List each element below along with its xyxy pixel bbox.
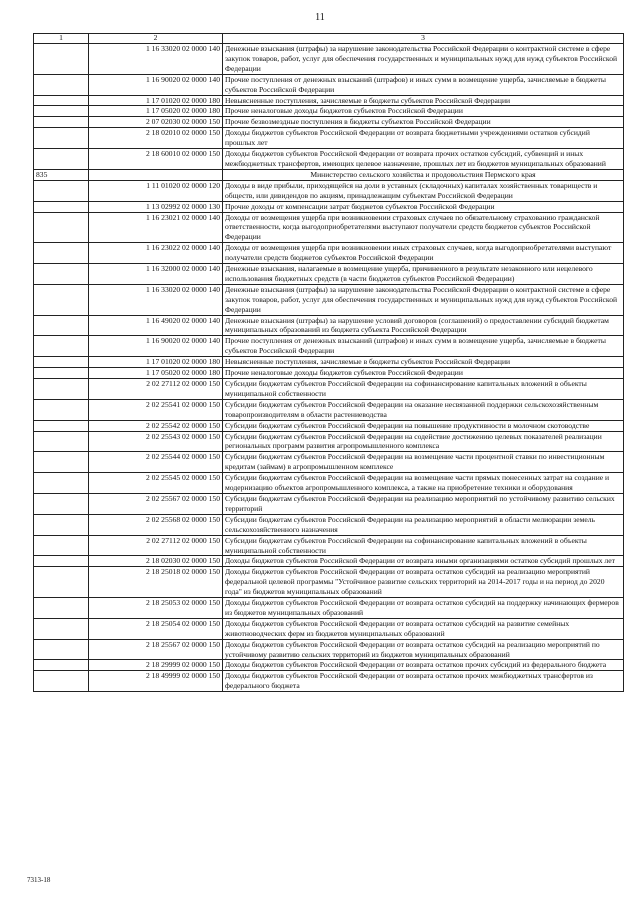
admin-code-cell: [34, 567, 89, 598]
revenue-code: 2 02 27112 02 0000 150: [89, 535, 223, 556]
revenue-name: Доходы бюджетов субъектов Российской Федерации от возврата бюджетными учреждениями остатков субсидий прошлых лет: [223, 128, 624, 149]
admin-code-cell: [34, 149, 89, 170]
revenue-code: 1 17 01020 02 0000 180: [89, 357, 223, 368]
revenue-code: 1 16 90020 02 0000 140: [89, 336, 223, 357]
table-row: [34, 315, 624, 336]
revenue-name: Денежные взыскания (штрафы) за нарушение законодательства Российской Федерации о контрактной системе в сфере закупок товаров, работ, услуг для обеспечения государственных и муниципальных нужд для нужд субъектов Российской Федерации: [223, 44, 624, 75]
admin-code-cell: [34, 671, 89, 692]
admin-code-cell: [34, 493, 89, 514]
revenue-code: 1 17 01020 02 0000 180: [89, 95, 223, 106]
revenue-name: Прочие поступления от денежных взысканий (штрафов) и иных сумм в возмещение ущерба, зачисляемые в бюджеты субъектов Российской Федерации: [223, 74, 624, 95]
admin-code-cell: [34, 431, 89, 452]
admin-code-cell: [34, 473, 89, 494]
table-row: [34, 212, 624, 243]
revenue-code: 2 18 25054 02 0000 150: [89, 618, 223, 639]
table-row: [34, 44, 624, 75]
revenue-name: Субсидии бюджетам субъектов Российской Федерации на реализацию мероприятий в области мелиорации земель сельскохозяйственного назначения: [223, 514, 624, 535]
table-row: [34, 535, 624, 556]
revenue-code: 1 16 23021 02 0000 140: [89, 212, 223, 243]
table-row: [34, 556, 624, 567]
table-body: [34, 44, 624, 692]
revenue-name: Прочие безвозмездные поступления в бюджеты субъектов Российской Федерации: [223, 117, 624, 128]
revenue-code: 2 02 25568 02 0000 150: [89, 514, 223, 535]
admin-code-cell: [34, 117, 89, 128]
revenue-code: 1 16 23022 02 0000 140: [89, 243, 223, 264]
revenue-code: 1 13 02992 02 0000 130: [89, 201, 223, 212]
revenue-name: Денежные взыскания, налагаемые в возмещение ущерба, причиненного в результате незаконного или нецелевого использования бюджетных средств (в части бюджетов субъектов Российской Федерации): [223, 264, 624, 285]
admin-code-cell: [34, 379, 89, 400]
table-row: [34, 149, 624, 170]
revenue-name: Доходы бюджетов субъектов Российской Федерации от возврата остатков прочих межбюджетных трансфертов из федерального бюджета: [223, 671, 624, 692]
admin-code-cell: [34, 639, 89, 660]
column-header-1: 1: [34, 34, 89, 44]
revenue-name: Субсидии бюджетам субъектов Российской Федерации на софинансирование капитальных вложений в объекты муниципальной собственности: [223, 535, 624, 556]
admin-code-cell: [34, 514, 89, 535]
admin-code-cell: [34, 336, 89, 357]
revenue-name: Прочие поступления от денежных взысканий (штрафов) и иных сумм в возмещение ущерба, зачисляемые в бюджеты субъектов Российской Федерации: [223, 336, 624, 357]
table-row: [34, 514, 624, 535]
administrator-code: 835: [34, 169, 89, 180]
revenue-code: 2 02 25567 02 0000 150: [89, 493, 223, 514]
revenue-code: 1 16 33020 02 0000 140: [89, 284, 223, 315]
admin-code-cell: [34, 598, 89, 619]
admin-code-cell: [34, 618, 89, 639]
revenue-classification-table: [33, 33, 624, 692]
admin-code-cell: [34, 106, 89, 117]
table-row: [34, 671, 624, 692]
admin-code-cell: [34, 243, 89, 264]
admin-code-cell: [34, 74, 89, 95]
table-row: [34, 128, 624, 149]
revenue-code: 1 17 05020 02 0000 180: [89, 368, 223, 379]
admin-code-cell: [34, 212, 89, 243]
table-row: [34, 431, 624, 452]
table-row: [34, 639, 624, 660]
table-row: [34, 95, 624, 106]
table-row: [34, 567, 624, 598]
page-number: 11: [315, 12, 325, 23]
revenue-name: Невыясненные поступления, зачисляемые в бюджеты субъектов Российской Федерации: [223, 95, 624, 106]
revenue-name: Субсидии бюджетам субъектов Российской Федерации на софинансирование капитальных вложений в объекты муниципальной собственности: [223, 379, 624, 400]
table-row: [34, 420, 624, 431]
revenue-name: Доходы от возмещения ущерба при возникновении иных страховых случаев, когда выгодоприобретателями выступают получатели средств бюджетов субъектов Российской Федерации: [223, 243, 624, 264]
table-row: [34, 106, 624, 117]
revenue-code: 1 16 33020 02 0000 140: [89, 44, 223, 75]
revenue-name: Денежные взыскания (штрафы) за нарушение условий договоров (соглашений) о предоставлении субсидий бюджетам муниципальных образований из бюджета субъекта Российской Федерации: [223, 315, 624, 336]
admin-code-cell: [34, 264, 89, 285]
admin-code-cell: [34, 44, 89, 75]
admin-code-cell: [34, 535, 89, 556]
revenue-code: 2 18 02010 02 0000 150: [89, 128, 223, 149]
revenue-code: 2 02 25542 02 0000 150: [89, 420, 223, 431]
revenue-name: Доходы в виде прибыли, приходящейся на доли в уставных (складочных) капиталах хозяйственных товариществ и обществ, или дивидендов по акциям, принадлежащим субъектам Российской Федерации: [223, 180, 624, 201]
revenue-code: 2 02 27112 02 0000 150: [89, 379, 223, 400]
revenue-code: 1 16 49020 02 0000 140: [89, 315, 223, 336]
revenue-name: Субсидии бюджетам субъектов Российской Федерации на возмещение части процентной ставки по инвестиционным кредитам (займам) в агропромышленном комплексе: [223, 452, 624, 473]
revenue-code: 2 02 25543 02 0000 150: [89, 431, 223, 452]
admin-code-cell: [34, 399, 89, 420]
table-row: [34, 493, 624, 514]
table-row: [34, 243, 624, 264]
admin-code-cell: [34, 556, 89, 567]
admin-code-cell: [34, 315, 89, 336]
admin-code-cell: [34, 180, 89, 201]
revenue-name: Доходы бюджетов субъектов Российской Федерации от возврата остатков субсидий на реализацию мероприятий федеральной целевой программы "Устойчивое развитие сельских территорий на 2014-2017 годы и на период до 2020 года" из бюджетов муниципальных образований: [223, 567, 624, 598]
revenue-name: Субсидии бюджетам субъектов Российской Федерации на оказание несвязанной поддержки сельскохозяйственным товаропроизводителям в области растениеводства: [223, 399, 624, 420]
table-row: [34, 180, 624, 201]
revenue-code: 1 16 90020 02 0000 140: [89, 74, 223, 95]
revenue-name: Доходы бюджетов субъектов Российской Федерации от возврата остатков прочих субсидий из федерального бюджета: [223, 660, 624, 671]
table-row: [34, 264, 624, 285]
revenue-code: 2 18 02030 02 0000 150: [89, 556, 223, 567]
table-row: [34, 201, 624, 212]
table-row: [34, 336, 624, 357]
revenue-name: Денежные взыскания (штрафы) за нарушение законодательства Российской Федерации о контрактной системе в сфере закупок товаров, работ, услуг для обеспечения государственных и муниципальных нужд для нужд субъектов Российской Федерации: [223, 284, 624, 315]
table-row: [34, 399, 624, 420]
admin-code-cell: [34, 284, 89, 315]
revenue-name: Доходы бюджетов субъектов Российской Федерации от возврата остатков субсидий на развитие семейных животноводческих ферм из бюджетов муниципальных образований: [223, 618, 624, 639]
revenue-code: 1 16 32000 02 0000 140: [89, 264, 223, 285]
table-row: [34, 74, 624, 95]
table-row: [34, 357, 624, 368]
revenue-name: Доходы бюджетов субъектов Российской Федерации от возврата иными организациями остатков субсидий прошлых лет: [223, 556, 624, 567]
table-row: [34, 368, 624, 379]
table-header-row: [34, 34, 624, 44]
revenue-code: 2 18 25053 02 0000 150: [89, 598, 223, 619]
table-row: [34, 618, 624, 639]
column-header-2: 2: [89, 34, 223, 44]
revenue-code: [89, 169, 223, 180]
table-row: [34, 284, 624, 315]
admin-code-cell: [34, 368, 89, 379]
revenue-name: Доходы бюджетов субъектов Российской Федерации от возврата остатков субсидий на поддержку начинающих фермеров из бюджетов муниципальных образований: [223, 598, 624, 619]
table-row: [34, 473, 624, 494]
admin-code-cell: [34, 357, 89, 368]
revenue-code: 1 17 05020 02 0000 180: [89, 106, 223, 117]
revenue-name: Доходы от возмещения ущерба при возникновении страховых случаев по обязательному страхованию гражданской ответственности, когда выгодоприобретателями выступают получатели средств бюджетов субъектов Российской Федерации: [223, 212, 624, 243]
revenue-name: Субсидии бюджетам субъектов Российской Федерации на возмещение части прямых понесенных затрат на создание и модернизацию объектов агропромышленного комплекса, а также на приобретение техники и оборудования: [223, 473, 624, 494]
column-header-3: 3: [223, 34, 624, 44]
table-row: [34, 452, 624, 473]
admin-code-cell: [34, 452, 89, 473]
revenue-name: Прочие неналоговые доходы бюджетов субъектов Российской Федерации: [223, 368, 624, 379]
table-row: [34, 117, 624, 128]
table-row: [34, 598, 624, 619]
admin-code-cell: [34, 201, 89, 212]
admin-code-cell: [34, 95, 89, 106]
revenue-name: Субсидии бюджетам субъектов Российской Федерации на реализацию мероприятий по устойчивому развитию сельских территорий: [223, 493, 624, 514]
revenue-code: 2 18 29999 02 0000 150: [89, 660, 223, 671]
revenue-name: Доходы бюджетов субъектов Российской Федерации от возврата остатков субсидий на реализацию мероприятий по устойчивому развитию сельских территорий из бюджетов муниципальных образований: [223, 639, 624, 660]
revenue-name: Невыясненные поступления, зачисляемые в бюджеты субъектов Российской Федерации: [223, 357, 624, 368]
administrator-name: Министерство сельского хозяйства и продовольствия Пермского края: [223, 169, 624, 180]
revenue-code: 2 18 49999 02 0000 150: [89, 671, 223, 692]
revenue-name: Прочие доходы от компенсации затрат бюджетов субъектов Российской Федерации: [223, 201, 624, 212]
admin-code-cell: [34, 660, 89, 671]
revenue-code: 2 02 25541 02 0000 150: [89, 399, 223, 420]
admin-code-cell: [34, 128, 89, 149]
revenue-code: 2 18 25018 02 0000 150: [89, 567, 223, 598]
revenue-code: 2 18 25567 02 0000 150: [89, 639, 223, 660]
revenue-code: 2 02 25545 02 0000 150: [89, 473, 223, 494]
revenue-name: Субсидии бюджетам субъектов Российской Федерации на содействие достижению целевых показателей реализации региональных программ развития агропромышленного комплекса: [223, 431, 624, 452]
administrator-row: [34, 169, 624, 180]
admin-code-cell: [34, 420, 89, 431]
revenue-code: 2 02 25544 02 0000 150: [89, 452, 223, 473]
revenue-code: 2 07 02030 02 0000 150: [89, 117, 223, 128]
revenue-code: 1 11 01020 02 0000 120: [89, 180, 223, 201]
revenue-name: Прочие неналоговые доходы бюджетов субъектов Российской Федерации: [223, 106, 624, 117]
revenue-name: Доходы бюджетов субъектов Российской Федерации от возврата прочих остатков субсидий, субвенций и иных межбюджетных трансфертов, имеющих целевое назначение, прошлых лет из бюджетов муниципальных образований: [223, 149, 624, 170]
table-row: [34, 379, 624, 400]
revenue-name: Субсидии бюджетам субъектов Российской Федерации на повышение продуктивности в молочном скотоводстве: [223, 420, 624, 431]
revenue-code: 2 18 60010 02 0000 150: [89, 149, 223, 170]
table-row: [34, 660, 624, 671]
document-code: 7313-18: [27, 876, 51, 884]
